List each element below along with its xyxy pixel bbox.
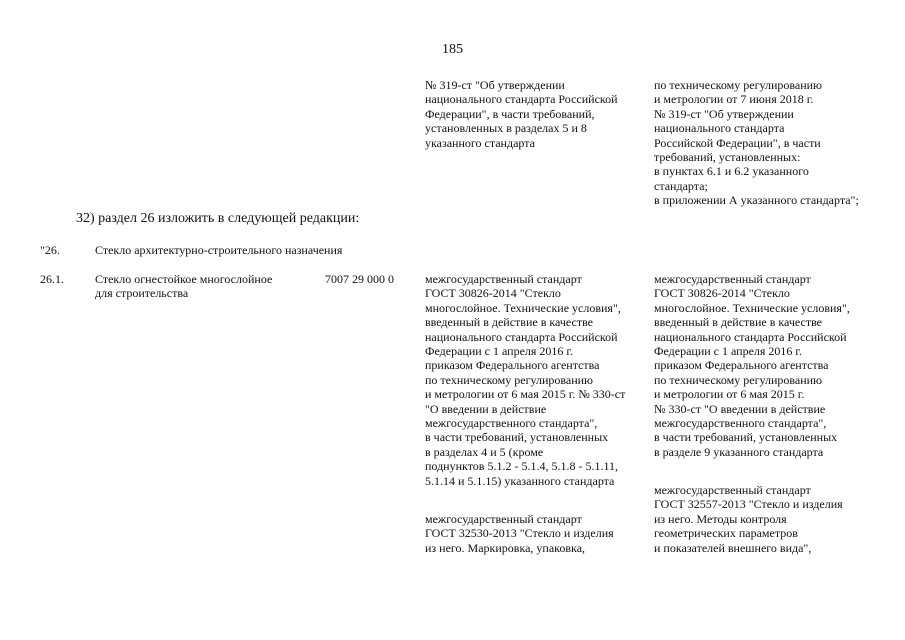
product-name: Стекло огнестойкое многослойное для строительства: [95, 272, 273, 301]
standard-requirements-block: межгосударственный стандарт ГОСТ 30826-2014 "Стекло многослойное. Технические условия", введенный в действие в качестве национального стандарта Российской Федерации с 1 апреля 2016 г. приказом Федерального агентства по техническому регулированию и метрологии от 6 мая 2015 г. № 330-ст "О введении в действие межгосударственного стандарта", в части требований, установленных в разделах 4 и 5 (кроме поднунктов 5.1.2 - 5.1.4, 5.1.8 - 5.1.11, 5.1.14 и 5.1.15) указанного стандарта: [425, 272, 626, 488]
continuation-requirements-text: по техническому регулированию и метрологии от 7 июня 2018 г. № 319-ст "Об утверждении национального стандарта Российской Федерации", в части требований, установленных: в пунктах 6.1 и 6.2 указанного стандарта; в приложении А указанного стандарта";: [654, 78, 859, 208]
section-title: Стекло архитектурно-строительного назначения: [95, 243, 343, 257]
page-number: 185: [442, 42, 463, 57]
tn-ved-code: 7007 29 000 0: [325, 272, 394, 286]
amendment-instruction: 32) раздел 26 изложить в следующей редакции:: [76, 211, 360, 226]
standard-requirements-block: межгосударственный стандарт ГОСТ 32530-2013 "Стекло и изделия из него. Маркировка, упаковка,: [425, 512, 614, 555]
testing-methods-block: межгосударственный стандарт ГОСТ 30826-2014 "Стекло многослойное. Технические условия", введенный в действие в качестве национального стандарта Российской Федерации с 1 апреля 2016 г. приказом Федерального агентства по техническому регулированию и метрологии от 6 мая 2015 г. № 330-ст "О введении в действие межгосударственного стандарта", в части требований, установленных в разделе 9 указанного стандарта: [654, 272, 850, 459]
row-number: 26.1.: [40, 272, 64, 286]
section-number: "26.: [40, 243, 60, 257]
continuation-standard-text: № 319-ст "Об утверждении национального стандарта Российской Федерации", в части требований, установленных в разделах 5 и 8 указанного стандарта: [425, 78, 618, 150]
testing-methods-block: межгосударственный стандарт ГОСТ 32557-2013 "Стекло и изделия из него. Методы контроля геометрических параметров и показателей внешнего вида",: [654, 483, 843, 555]
